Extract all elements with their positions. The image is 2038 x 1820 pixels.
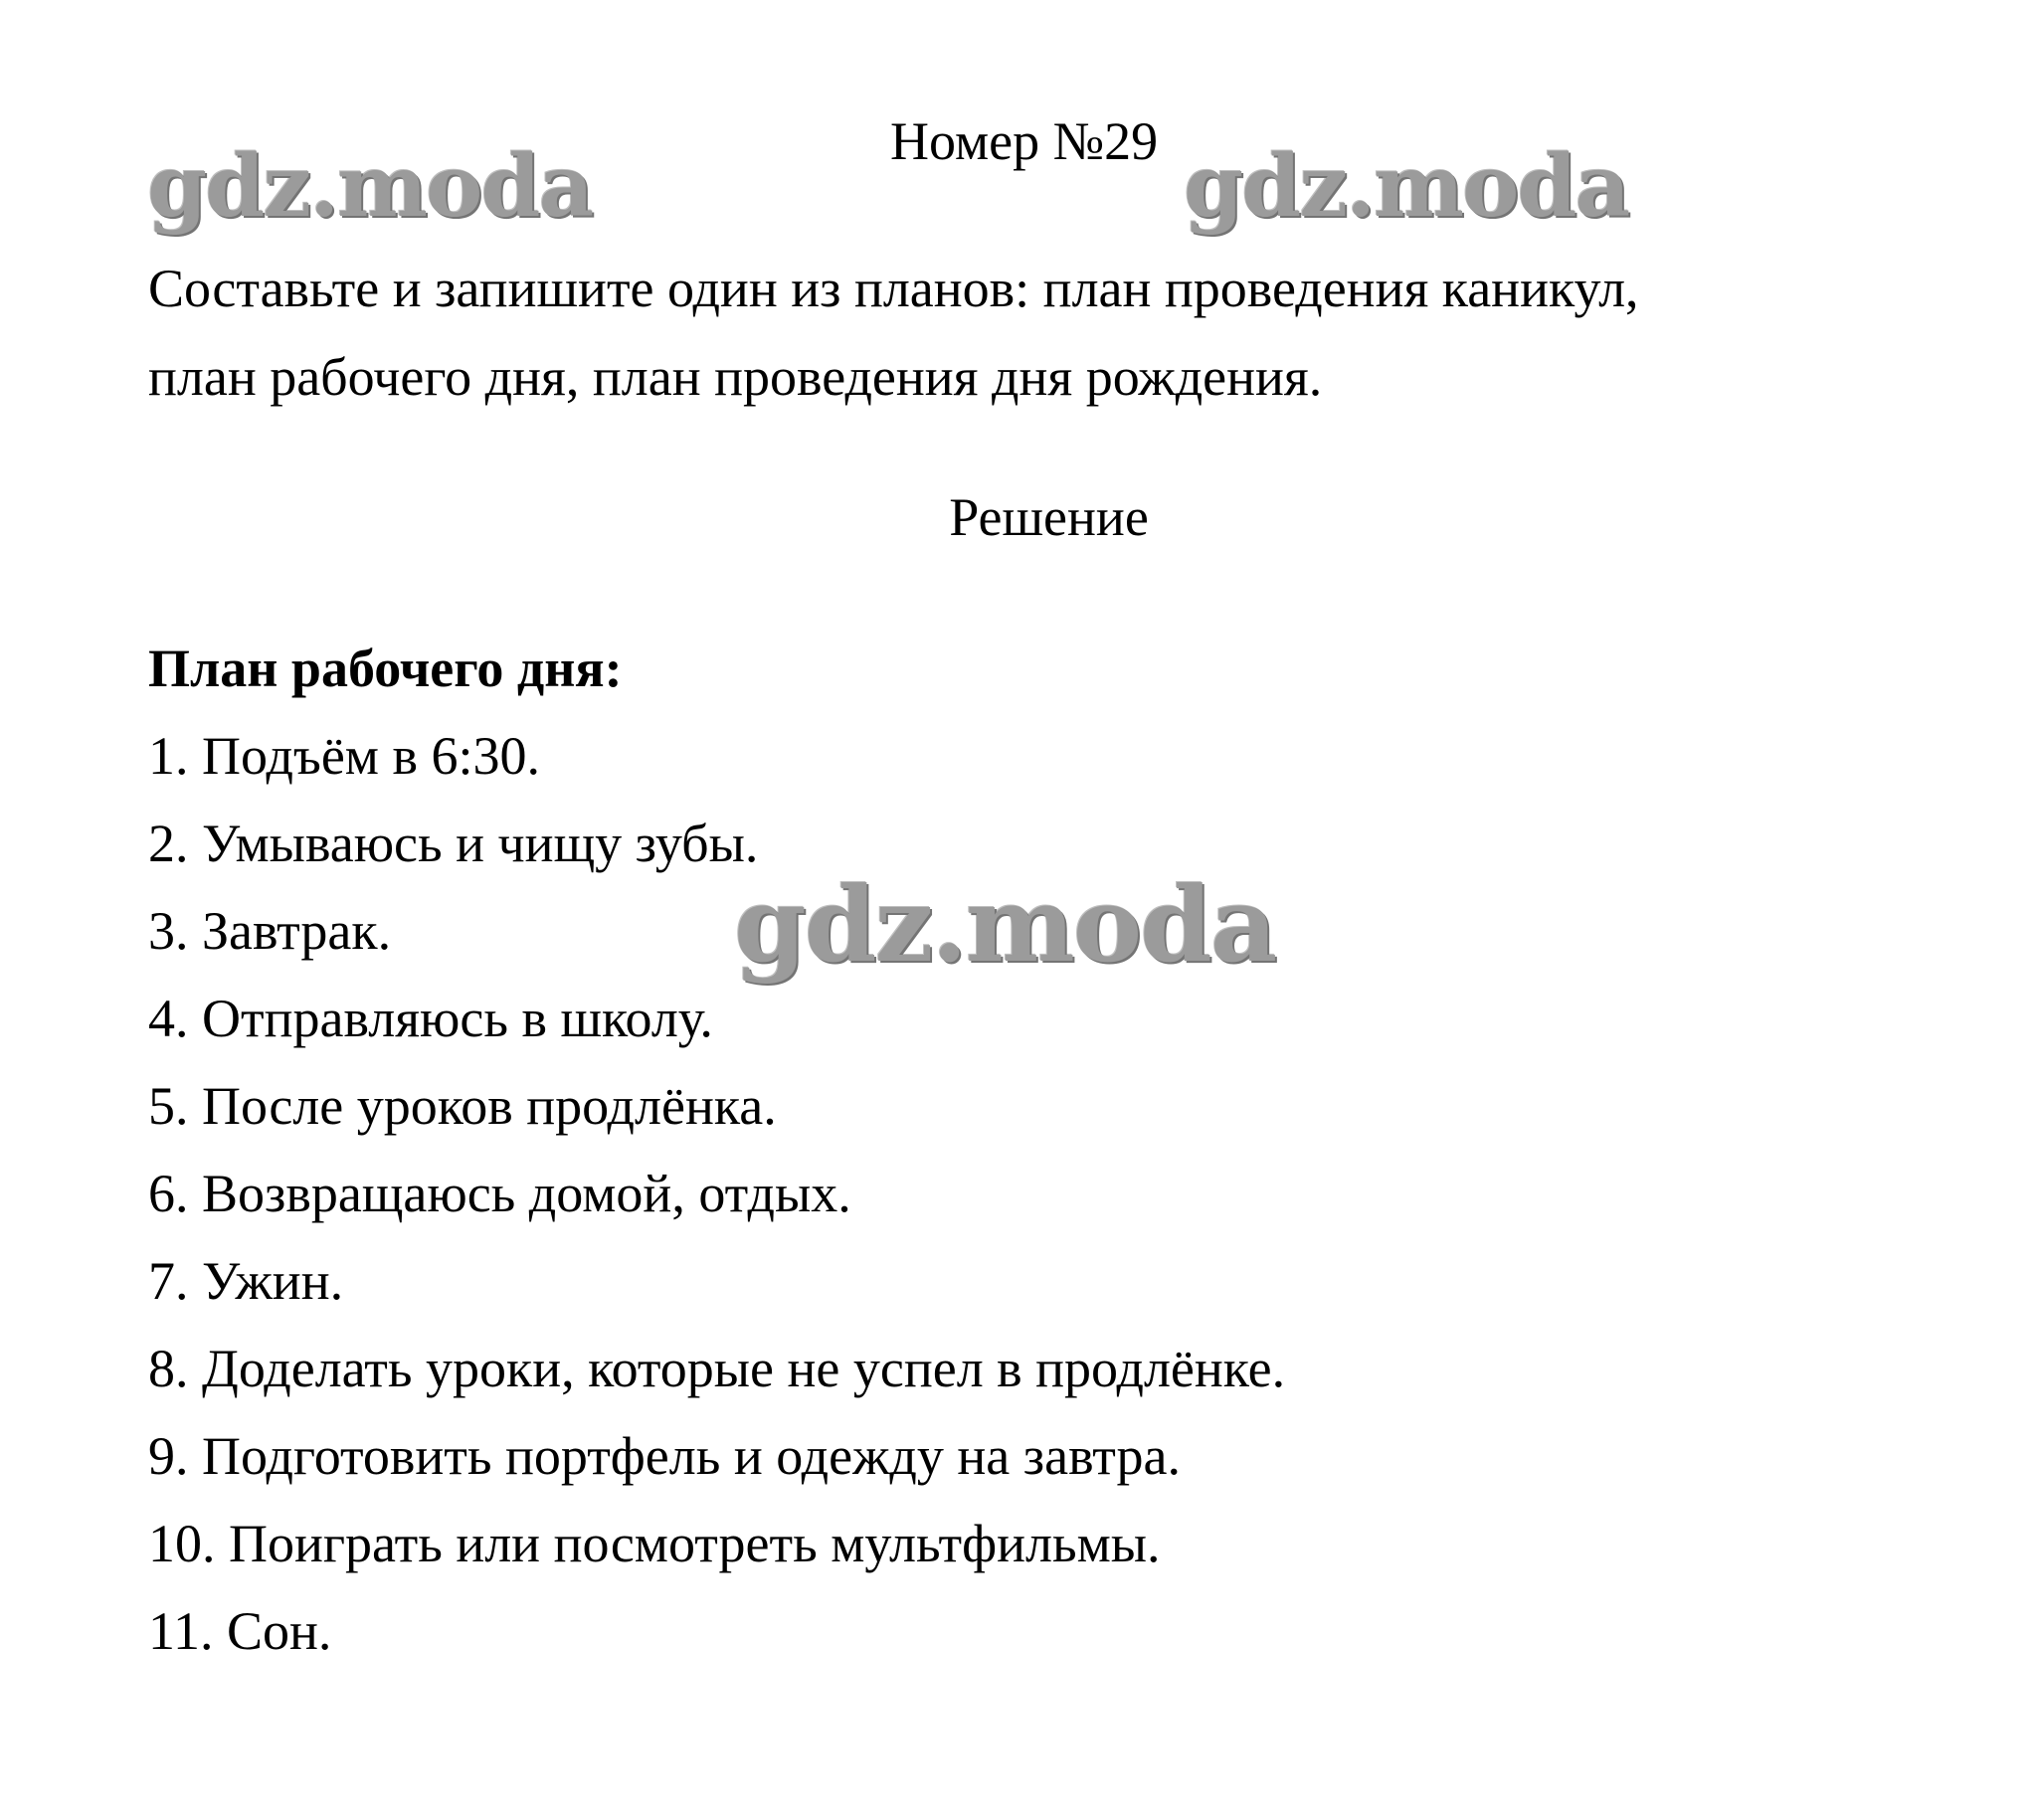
page-title: Номер №29 <box>890 111 1159 171</box>
plan-item: 1. Подъём в 6:30. <box>148 726 540 786</box>
plan-title: План рабочего дня: <box>148 638 623 698</box>
plan-item: 11. Сон. <box>148 1601 332 1661</box>
plan-item: 4. Отправляюсь в школу. <box>148 989 713 1048</box>
task-line: план рабочего дня, план проведения дня рождения. <box>148 347 1323 407</box>
watermark-logo: gdz.moda <box>147 136 593 237</box>
plan-item: 5. После уроков продлёнка. <box>148 1076 777 1136</box>
watermark-logo: gdz.moda <box>734 863 1276 986</box>
plan-item: 10. Поиграть или посмотреть мультфильмы. <box>148 1514 1161 1573</box>
task-text <box>148 245 1939 422</box>
plan-item: 6. Возвращаюсь домой, отдых. <box>148 1164 851 1223</box>
solution-heading: Решение <box>949 487 1149 547</box>
watermark-logo: gdz.moda <box>1184 136 1629 237</box>
plan-item: 3. Завтрак. <box>148 901 392 961</box>
plan-item: 8. Доделать уроки, которые не успел в продлёнке. <box>148 1339 1286 1398</box>
task-line: Составьте и запишите один из планов: план проведения каникул, <box>148 259 1639 318</box>
plan-item: 9. Подготовить портфель и одежду на завтра. <box>148 1426 1181 1486</box>
plan-item: 7. Ужин. <box>148 1251 344 1311</box>
plan-item: 2. Умываюсь и чищу зубы. <box>148 814 759 873</box>
